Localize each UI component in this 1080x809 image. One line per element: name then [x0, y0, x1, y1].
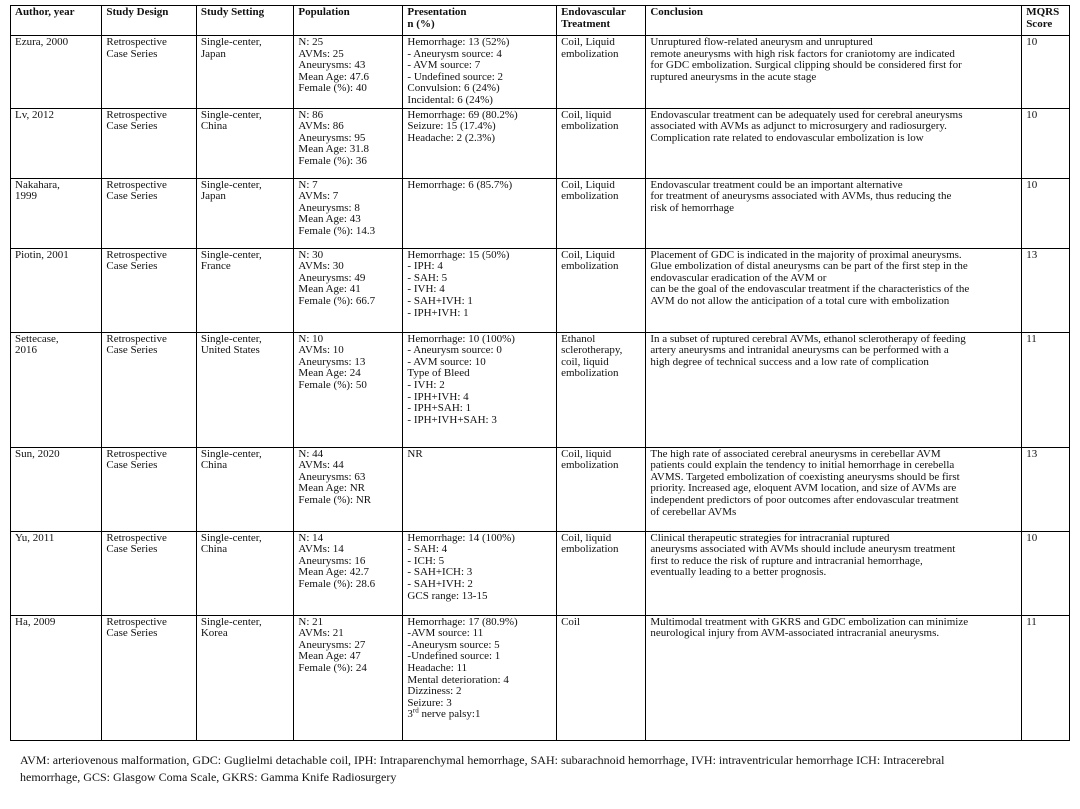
cell-endovascular-treatment: Coil [557, 615, 646, 740]
cell-study-setting: Single-center, Japan [196, 178, 294, 248]
cell-population: N: 21 AVMs: 21 Aneurysms: 27 Mean Age: 47 Female (%): 24 [294, 615, 403, 740]
cell-endovascular-treatment: Coil, Liquid embolization [557, 248, 646, 332]
cell-author-year: Sun, 2020 [11, 447, 102, 531]
table-body [11, 36, 1070, 741]
cell-author-year: Yu, 2011 [11, 531, 102, 615]
cell-study-design: Retrospective Case Series [102, 178, 196, 248]
cell-conclusion: Clinical therapeutic strategies for intracranial ruptured aneurysms associated with AVMs should include aneurysm treatment first to reduce the risk of rupture and intracranial hemorrhage, eventually leading to a better prognosis. [646, 531, 1022, 615]
table-row [11, 332, 1070, 447]
cell-conclusion: Unruptured flow-related aneurysm and unruptured remote aneurysms with high risk factors for craniotomy are indicated for GDC embolization. Surgical clipping should be considered first for ruptured aneurysms in the acute stage [646, 36, 1022, 109]
cell-conclusion: Placement of GDC is indicated in the majority of proximal aneurysms. Glue embolization of distal aneurysms can be part of the first step in the endovascular eradication of the AVM or can be the goal of the endovascular treatment if the characteristics of the AVM do not allow the anticipation of a total cure with embolization [646, 248, 1022, 332]
cell-presentation: Hemorrhage: 14 (100%) - SAH: 4 - ICH: 5 - SAH+ICH: 3 - SAH+IVH: 2 GCS range: 13-15 [403, 531, 557, 615]
table-row [11, 531, 1070, 615]
cell-author-year: Piotin, 2001 [11, 248, 102, 332]
cell-conclusion: In a subset of ruptured cerebral AVMs, ethanol sclerotherapy of feeding artery aneurysms and intranidal aneurysms can be performed with a high degree of technical success and a low rate of complication [646, 332, 1022, 447]
cell-author-year: Ezura, 2000 [11, 36, 102, 109]
cell-presentation: Hemorrhage: 15 (50%) - IPH: 4 - SAH: 5 - IVH: 4 - SAH+IVH: 1 - IPH+IVH: 1 [403, 248, 557, 332]
cell-study-design: Retrospective Case Series [102, 447, 196, 531]
cell-study-setting: Single-center, Japan [196, 36, 294, 109]
cell-author-year: Nakahara, 1999 [11, 178, 102, 248]
cell-study-design: Retrospective Case Series [102, 615, 196, 740]
cell-author-year: Lv, 2012 [11, 108, 102, 178]
header-conclusion: Conclusion [646, 6, 1022, 36]
cell-mqrs-score: 13 [1022, 248, 1070, 332]
header-presentation: Presentation n (%) [403, 6, 557, 36]
abbreviation-footnote [20, 752, 1070, 786]
cell-presentation: Hemorrhage: 17 (80.9%) -AVM source: 11 -Aneurysm source: 5 -Undefined source: 1 Headache: 11 Mental deterioration: 4 Dizziness: 2 Seizure: 3 3rd nerve palsy:1 [403, 615, 557, 740]
table-row [11, 36, 1070, 109]
table-row [11, 615, 1070, 740]
cell-mqrs-score: 10 [1022, 108, 1070, 178]
cell-mqrs-score: 10 [1022, 531, 1070, 615]
cell-author-year: Settecase, 2016 [11, 332, 102, 447]
cell-study-setting: Single-center, China [196, 447, 294, 531]
cell-population: N: 86 AVMs: 86 Aneurysms: 95 Mean Age: 31.8 Female (%): 36 [294, 108, 403, 178]
cell-study-design: Retrospective Case Series [102, 108, 196, 178]
footnote-line-2: hemorrhage, GCS: Glasgow Coma Scale, GKRS: Gamma Knife Radiosurgery [20, 770, 397, 784]
cell-presentation: NR [403, 447, 557, 531]
cell-study-setting: Single-center, Korea [196, 615, 294, 740]
cell-mqrs-score: 13 [1022, 447, 1070, 531]
cell-study-design: Retrospective Case Series [102, 36, 196, 109]
cell-conclusion: Endovascular treatment can be adequately used for cerebral aneurysms associated with AVMs as adjunct to microsurgery and radiosurgery. Complication rate related to endovascular embolization is low [646, 108, 1022, 178]
cell-population: N: 44 AVMs: 44 Aneurysms: 63 Mean Age: NR Female (%): NR [294, 447, 403, 531]
table-row [11, 447, 1070, 531]
cell-presentation: Hemorrhage: 69 (80.2%) Seizure: 15 (17.4%) Headache: 2 (2.3%) [403, 108, 557, 178]
cell-study-design: Retrospective Case Series [102, 531, 196, 615]
cell-endovascular-treatment: Coil, liquid embolization [557, 108, 646, 178]
header-population: Population [294, 6, 403, 36]
header-author-year: Author, year [11, 6, 102, 36]
cell-conclusion: The high rate of associated cerebral aneurysms in cerebellar AVM patients could explain the tendency to initial hemorrhage in cerebella AVMS. Targeted embolization of coexisting aneurysms should be first priority. Increased age, eloquent AVM location, and size of AVMs are independent predictors of poor outcomes after endovascular treatment of cerebellar AVMs [646, 447, 1022, 531]
cell-endovascular-treatment: Coil, liquid embolization [557, 531, 646, 615]
cell-mqrs-score: 10 [1022, 36, 1070, 109]
cell-study-design: Retrospective Case Series [102, 248, 196, 332]
cell-mqrs-score: 10 [1022, 178, 1070, 248]
cell-population: N: 10 AVMs: 10 Aneurysms: 13 Mean Age: 24 Female (%): 50 [294, 332, 403, 447]
cell-mqrs-score: 11 [1022, 332, 1070, 447]
cell-endovascular-treatment: Coil, Liquid embolization [557, 178, 646, 248]
cell-population: N: 14 AVMs: 14 Aneurysms: 16 Mean Age: 42.7 Female (%): 28.6 [294, 531, 403, 615]
table-row [11, 178, 1070, 248]
cell-presentation: Hemorrhage: 10 (100%) - Aneurysm source: 0 - AVM source: 10 Type of Bleed - IVH: 2 - IPH+IVH: 4 - IPH+SAH: 1 - IPH+IVH+SAH: 3 [403, 332, 557, 447]
header-endovascular-treatment: Endovascular Treatment [557, 6, 646, 36]
footnote-line-1: AVM: arteriovenous malformation, GDC: Guglielmi detachable coil, IPH: Intraparenchymal hemorrhage, SAH: subarachnoid hemorrhage, IVH: intraventricular hemorrhage ICH: Intracerebral [20, 753, 945, 767]
cell-population: N: 25 AVMs: 25 Aneurysms: 43 Mean Age: 47.6 Female (%): 40 [294, 36, 403, 109]
cell-conclusion: Endovascular treatment could be an important alternative for treatment of aneurysms associated with AVMs, thus reducing the risk of hemorrhage [646, 178, 1022, 248]
cell-study-design: Retrospective Case Series [102, 332, 196, 447]
table-row [11, 248, 1070, 332]
cell-study-setting: Single-center, China [196, 531, 294, 615]
cell-endovascular-treatment: Coil, Liquid embolization [557, 36, 646, 109]
cell-population: N: 7 AVMs: 7 Aneurysms: 8 Mean Age: 43 Female (%): 14.3 [294, 178, 403, 248]
cell-study-setting: Single-center, United States [196, 332, 294, 447]
cell-endovascular-treatment: Ethanol sclerotherapy, coil, liquid embolization [557, 332, 646, 447]
header-study-setting: Study Setting [196, 6, 294, 36]
cell-presentation: Hemorrhage: 6 (85.7%) [403, 178, 557, 248]
cell-mqrs-score: 11 [1022, 615, 1070, 740]
cell-conclusion: Multimodal treatment with GKRS and GDC embolization can minimize neurological injury from AVM-associated intracranial aneurysms. [646, 615, 1022, 740]
table-row [11, 108, 1070, 178]
cell-endovascular-treatment: Coil, liquid embolization [557, 447, 646, 531]
cell-study-setting: Single-center, China [196, 108, 294, 178]
cell-author-year: Ha, 2009 [11, 615, 102, 740]
header-mqrs-score: MQRS Score [1022, 6, 1070, 36]
cell-population: N: 30 AVMs: 30 Aneurysms: 49 Mean Age: 41 Female (%): 66.7 [294, 248, 403, 332]
header-study-design: Study Design [102, 6, 196, 36]
cell-presentation: Hemorrhage: 13 (52%) - Aneurysm source: 4 - AVM source: 7 - Undefined source: 2 Convulsion: 6 (24%) Incidental: 6 (24%) [403, 36, 557, 109]
cell-study-setting: Single-center, France [196, 248, 294, 332]
table-header-row [11, 6, 1070, 36]
study-table [10, 5, 1070, 741]
